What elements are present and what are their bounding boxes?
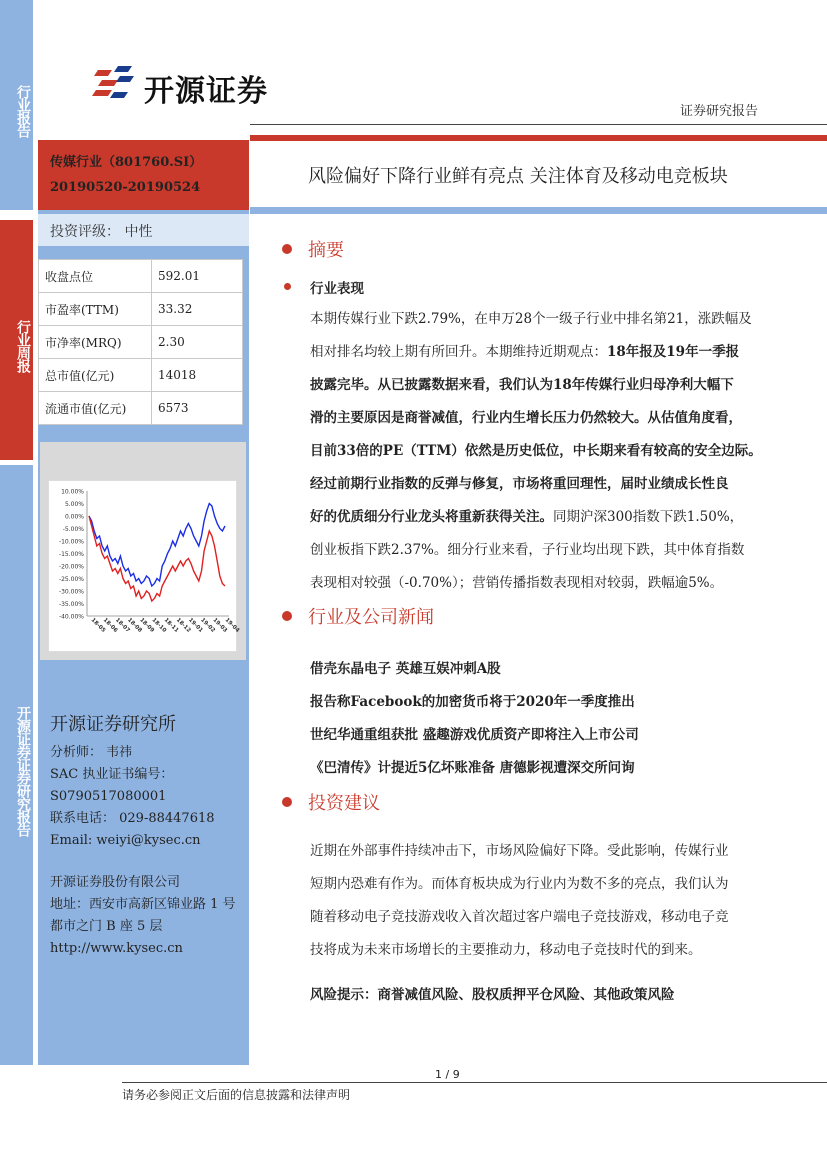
website-link[interactable]: http://www.kysec.cn bbox=[50, 941, 183, 956]
advice-paragraph bbox=[310, 835, 762, 967]
y-tick-label: -5.00% bbox=[62, 526, 84, 533]
text-line: 技将成为未来市场增长的主要推动力，移动电子竞技时代的到来。 bbox=[310, 942, 702, 958]
header-rule bbox=[250, 124, 827, 125]
summary-title: 摘要 bbox=[308, 240, 344, 261]
footer-disclaimer: 请务必参阅正文后面的信息披露和法律声明 bbox=[122, 1088, 351, 1102]
metric-label: 收盘点位 bbox=[39, 260, 152, 293]
logo-mark-icon bbox=[92, 62, 136, 106]
summary-paragraph bbox=[310, 303, 762, 600]
company-details bbox=[50, 872, 236, 960]
logo bbox=[92, 62, 292, 109]
x-tick-label: 18-08 bbox=[126, 617, 143, 634]
text-line: 好的优质细分行业龙头将重新获得关注。同期沪深300指数下跌1.50%， bbox=[310, 509, 744, 525]
x-tick-label: 18-11 bbox=[162, 617, 180, 634]
y-tick-label: -20.00% bbox=[58, 563, 84, 571]
metric-label: 流通市值(亿元) bbox=[39, 392, 152, 425]
y-tick-label: -35.00% bbox=[58, 601, 84, 608]
table-row bbox=[39, 293, 243, 326]
rating-label: 投资评级： 中性 bbox=[50, 224, 153, 240]
footer-rule bbox=[122, 1082, 827, 1083]
x-tick-label: 18-06 bbox=[101, 617, 119, 634]
news-item[interactable]: 世纪华通重组获批 盛趣游戏优质资产即将注入上市公司 bbox=[310, 727, 639, 743]
page-title: 风险偏好下降行业鲜有亮点 关注体育及移动电竞板块 bbox=[308, 166, 728, 187]
x-tick-label: 19-02 bbox=[199, 617, 216, 634]
y-tick-label: -30.00% bbox=[58, 588, 84, 596]
performance-chart bbox=[48, 480, 241, 652]
tab-research-report: 开源证券证券研究报告 bbox=[0, 465, 33, 1065]
x-tick-label: 18-07 bbox=[113, 617, 131, 634]
advice-title: 投资建议 bbox=[308, 793, 380, 814]
red-accent-bar bbox=[250, 135, 827, 141]
metric-value: 592.01 bbox=[152, 260, 243, 293]
page-number: 1 / 9 bbox=[435, 1068, 460, 1081]
rating-box bbox=[38, 214, 249, 246]
series-line-0 bbox=[89, 504, 225, 587]
x-tick-label: 18-10 bbox=[150, 617, 168, 634]
table-row bbox=[39, 260, 243, 293]
sector-header bbox=[38, 140, 249, 210]
sac-label: SAC 执业证书编号： bbox=[50, 767, 174, 782]
news-item[interactable]: 借壳东晶电子 英雄互娱冲刺A股 bbox=[310, 661, 501, 677]
industry-perf-title: 行业表现 bbox=[310, 281, 364, 297]
logo-text: 开源证券 bbox=[144, 74, 268, 109]
table-row bbox=[39, 326, 243, 359]
report-type: 证券研究报告 bbox=[680, 104, 759, 119]
x-tick-label: 19-04 bbox=[223, 617, 241, 634]
tab-industry-report: 行业报告 bbox=[0, 0, 33, 210]
section-bullet-icon bbox=[282, 797, 292, 807]
news-item[interactable]: 报告称Facebook的加密货币将于2020年一季度推出 bbox=[310, 694, 635, 710]
metric-value: 2.30 bbox=[152, 326, 243, 359]
text-line: 目前33倍的PE（TTM）依然是历史低位，中长期来看有较高的安全边际。 bbox=[310, 443, 762, 459]
news-item[interactable]: 《巴清传》计提近5亿坏账准备 唐德影视遭深交所问询 bbox=[310, 760, 635, 776]
text-line: 创业板指下跌2.37%。细分行业来看，子行业均出现下跌，其中体育指数 bbox=[310, 542, 745, 558]
y-tick-label: -15.00% bbox=[58, 551, 84, 558]
series-line-1 bbox=[89, 516, 225, 601]
y-tick-label: 0.00% bbox=[64, 513, 84, 521]
text-line: 相对排名均较上期有所回升。本期维持近期观点：18年报及19年一季报 bbox=[310, 344, 740, 360]
text-line: 披露完毕。从已披露数据来看，我们认为18年传媒行业归母净利大幅下 bbox=[310, 377, 734, 393]
metric-label: 市净率(MRQ) bbox=[39, 326, 152, 359]
x-tick-label: 18-12 bbox=[174, 617, 192, 634]
risk-note: 风险提示：商誉减值风险、股权质押平仓风险、其他政策风险 bbox=[310, 987, 675, 1003]
org-name: 开源证券研究所 bbox=[50, 714, 176, 735]
section-bullet-icon bbox=[282, 244, 292, 254]
address-line-2: 都市之门 B 座 5 层 bbox=[50, 919, 163, 934]
text-line: 随着移动电子竞技游戏收入首次超过客户端电子竞技游戏，移动电子竞 bbox=[310, 909, 729, 925]
text-line: 经过前期行业指数的反弹与修复，市场将重回理性，届时业绩成长性良 bbox=[310, 476, 729, 492]
metric-label: 市盈率(TTM) bbox=[39, 293, 152, 326]
y-tick-label: 5.00% bbox=[64, 501, 84, 508]
sac-number: S0790517080001 bbox=[50, 789, 167, 804]
date-range: 20190520-20190524 bbox=[50, 180, 201, 195]
sector-name: 传媒行业（801760.SI） bbox=[50, 155, 203, 170]
text-line: 滑的主要原因是商誉减值，行业内生增长压力仍然较大。从估值角度看， bbox=[310, 410, 742, 426]
news-title: 行业及公司新闻 bbox=[308, 607, 434, 628]
phone: 联系电话： 029-88447618 bbox=[50, 811, 215, 826]
y-tick-label: 10.00% bbox=[61, 488, 84, 496]
x-tick-label: 19-01 bbox=[187, 617, 204, 634]
text-line: 短期内恐难有作为。而体育板块成为行业内为数不多的亮点，我们认为 bbox=[310, 876, 729, 892]
analyst: 分析师： 韦祎 bbox=[50, 745, 133, 760]
metric-value: 33.32 bbox=[152, 293, 243, 326]
x-tick-label: 18-09 bbox=[138, 617, 155, 634]
metric-label: 总市值(亿元) bbox=[39, 359, 152, 392]
org-details bbox=[50, 742, 215, 852]
metrics-table bbox=[38, 259, 243, 425]
table-row bbox=[39, 359, 243, 392]
blue-accent-bar bbox=[250, 207, 827, 214]
x-tick-label: 19-03 bbox=[211, 617, 229, 634]
x-tick-label: 18-05 bbox=[89, 617, 107, 634]
y-tick-label: -25.00% bbox=[58, 576, 84, 583]
section-bullet-icon bbox=[282, 611, 292, 621]
email: Email: weiyi@kysec.cn bbox=[50, 833, 201, 848]
text-line: 表现相对较强（-0.70%）；营销传播指数表现相对较弱，跌幅逾5%。 bbox=[310, 575, 724, 591]
text-line: 近期在外部事件持续冲击下，市场风险偏好下降。受此影响，传媒行业 bbox=[310, 843, 729, 859]
y-tick-label: -10.00% bbox=[58, 538, 84, 546]
metric-value: 14018 bbox=[152, 359, 243, 392]
sub-bullet-icon bbox=[284, 283, 291, 290]
chart-svg bbox=[49, 481, 241, 651]
metric-value: 6573 bbox=[152, 392, 243, 425]
table-row bbox=[39, 392, 243, 425]
address-line-1: 地址：西安市高新区锦业路 1 号 bbox=[50, 897, 236, 912]
tab-industry-weekly: 行业周报 bbox=[0, 220, 33, 460]
company-name: 开源证券股份有限公司 bbox=[50, 875, 181, 890]
text-line: 本期传媒行业下跌2.79%，在申万28个一级子行业中排名第21，涨跌幅及 bbox=[310, 311, 752, 327]
y-tick-label: -40.00% bbox=[58, 613, 84, 621]
